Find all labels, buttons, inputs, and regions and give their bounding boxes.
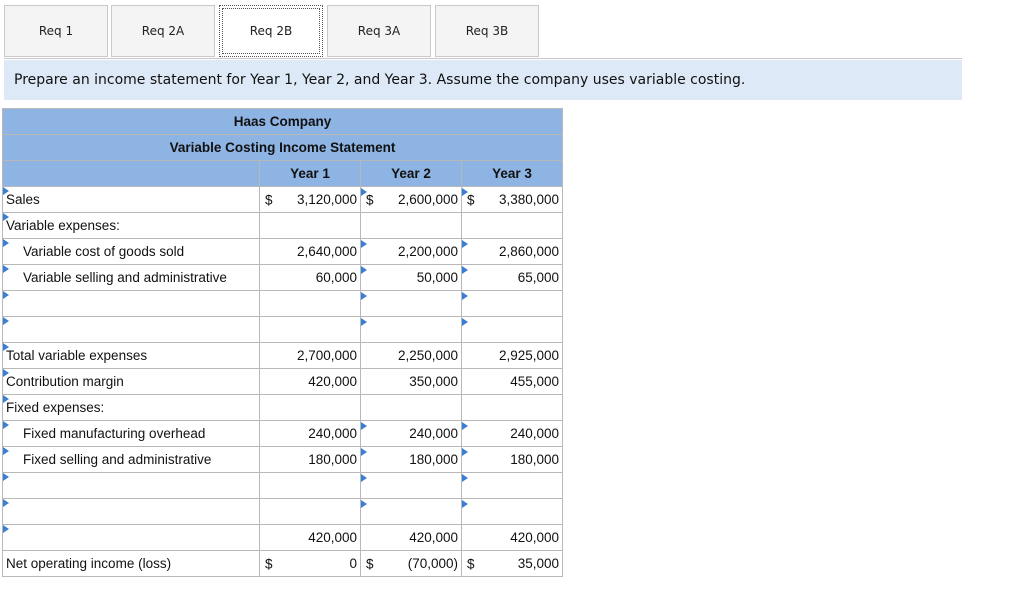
table-row <box>3 213 563 239</box>
empty-cell <box>462 213 563 239</box>
total-fixed-year-2: 420,000 <box>361 525 462 551</box>
year-2-header: Year 2 <box>361 161 462 187</box>
year-1-header: Year 1 <box>260 161 361 187</box>
table-row <box>3 499 563 525</box>
noi-year-2: $ (70,000) <box>361 551 462 577</box>
table-row <box>3 395 563 421</box>
row-label-net-operating-income: Net operating income (loss) <box>3 551 260 577</box>
empty-label-cell[interactable] <box>3 317 260 343</box>
table-row <box>3 291 563 317</box>
table-row <box>3 369 563 395</box>
tab-req-3b[interactable]: Req 3B <box>435 5 539 57</box>
sales-year-1[interactable]: $ 3,120,000 <box>260 187 361 213</box>
empty-cell[interactable] <box>361 499 462 525</box>
currency-symbol: $ <box>366 556 374 571</box>
statement-title: Variable Costing Income Statement <box>3 135 563 161</box>
empty-cell[interactable] <box>260 499 361 525</box>
fmo-year-2[interactable]: 240,000 <box>361 421 462 447</box>
table-row <box>3 343 563 369</box>
tab-req-2a[interactable]: Req 2A <box>111 5 215 57</box>
row-label-variable-cogs[interactable]: Variable cost of goods sold <box>3 239 260 265</box>
empty-cell[interactable] <box>462 291 563 317</box>
empty-cell[interactable] <box>361 291 462 317</box>
fsa-year-1[interactable]: 180,000 <box>260 447 361 473</box>
empty-cell <box>260 213 361 239</box>
empty-cell <box>260 395 361 421</box>
vcogs-year-1[interactable]: 2,640,000 <box>260 239 361 265</box>
row-label-fixed-mfg-overhead[interactable]: Fixed manufacturing overhead <box>3 421 260 447</box>
row-label-total-fixed[interactable] <box>3 525 260 551</box>
company-name: Haas Company <box>3 109 563 135</box>
vcogs-year-3[interactable]: 2,860,000 <box>462 239 563 265</box>
total-var-year-2: 2,250,000 <box>361 343 462 369</box>
total-var-year-3: 2,925,000 <box>462 343 563 369</box>
row-label-sales[interactable]: Sales <box>3 187 260 213</box>
currency-symbol: $ <box>265 556 273 571</box>
row-label-fixed-sga[interactable]: Fixed selling and administrative <box>3 447 260 473</box>
cm-year-3: 455,000 <box>462 369 563 395</box>
vcogs-year-2[interactable]: 2,200,000 <box>361 239 462 265</box>
total-fixed-year-3: 420,000 <box>462 525 563 551</box>
vsa-year-1[interactable]: 60,000 <box>260 265 361 291</box>
fmo-year-3[interactable]: 240,000 <box>462 421 563 447</box>
empty-cell[interactable] <box>260 473 361 499</box>
empty-cell <box>462 395 563 421</box>
vsa-year-2[interactable]: 50,000 <box>361 265 462 291</box>
currency-symbol: $ <box>467 192 475 207</box>
row-label-total-variable-expenses[interactable]: Total variable expenses <box>3 343 260 369</box>
tab-req-3a[interactable]: Req 3A <box>327 5 431 57</box>
sales-year-2[interactable]: $ 2,600,000 <box>361 187 462 213</box>
table-row <box>3 421 563 447</box>
row-label-contribution-margin[interactable]: Contribution margin <box>3 369 260 395</box>
noi-year-1: $ 0 <box>260 551 361 577</box>
total-fixed-year-1: 420,000 <box>260 525 361 551</box>
vsa-year-3[interactable]: 65,000 <box>462 265 563 291</box>
fmo-year-1[interactable]: 240,000 <box>260 421 361 447</box>
empty-cell[interactable] <box>361 317 462 343</box>
income-statement-table <box>2 108 563 577</box>
tab-req-1[interactable]: Req 1 <box>4 5 108 57</box>
sales-year-3[interactable]: $ 3,380,000 <box>462 187 563 213</box>
table-row <box>3 239 563 265</box>
cm-year-1: 420,000 <box>260 369 361 395</box>
empty-cell[interactable] <box>462 499 563 525</box>
total-var-year-1: 2,700,000 <box>260 343 361 369</box>
row-label-variable-sga[interactable]: Variable selling and administrative <box>3 265 260 291</box>
table-row <box>3 525 563 551</box>
table-row <box>3 551 563 577</box>
cm-year-2: 350,000 <box>361 369 462 395</box>
empty-cell[interactable] <box>361 473 462 499</box>
tab-req-2b[interactable]: Req 2B <box>219 5 323 57</box>
currency-symbol: $ <box>467 556 475 571</box>
fsa-year-3[interactable]: 180,000 <box>462 447 563 473</box>
empty-cell[interactable] <box>260 291 361 317</box>
noi-year-3: $ 35,000 <box>462 551 563 577</box>
empty-cell <box>361 213 462 239</box>
tab-divider <box>4 58 962 59</box>
table-row <box>3 473 563 499</box>
empty-cell[interactable] <box>462 473 563 499</box>
row-label-variable-expenses[interactable]: Variable expenses: <box>3 213 260 239</box>
currency-symbol: $ <box>265 192 273 207</box>
table-row <box>3 187 563 213</box>
table-row <box>3 265 563 291</box>
table-row <box>3 317 563 343</box>
row-label-fixed-expenses[interactable]: Fixed expenses: <box>3 395 260 421</box>
empty-cell[interactable] <box>462 317 563 343</box>
empty-label-cell[interactable] <box>3 473 260 499</box>
empty-label-cell[interactable] <box>3 499 260 525</box>
fsa-year-2[interactable]: 180,000 <box>361 447 462 473</box>
instruction-text: Prepare an income statement for Year 1, Year 2, and Year 3. Assume the company uses variable costing. <box>4 60 962 100</box>
year-3-header: Year 3 <box>462 161 563 187</box>
header-blank <box>3 161 260 187</box>
empty-cell <box>361 395 462 421</box>
table-row <box>3 447 563 473</box>
empty-cell[interactable] <box>260 317 361 343</box>
empty-label-cell[interactable] <box>3 291 260 317</box>
currency-symbol: $ <box>366 192 374 207</box>
